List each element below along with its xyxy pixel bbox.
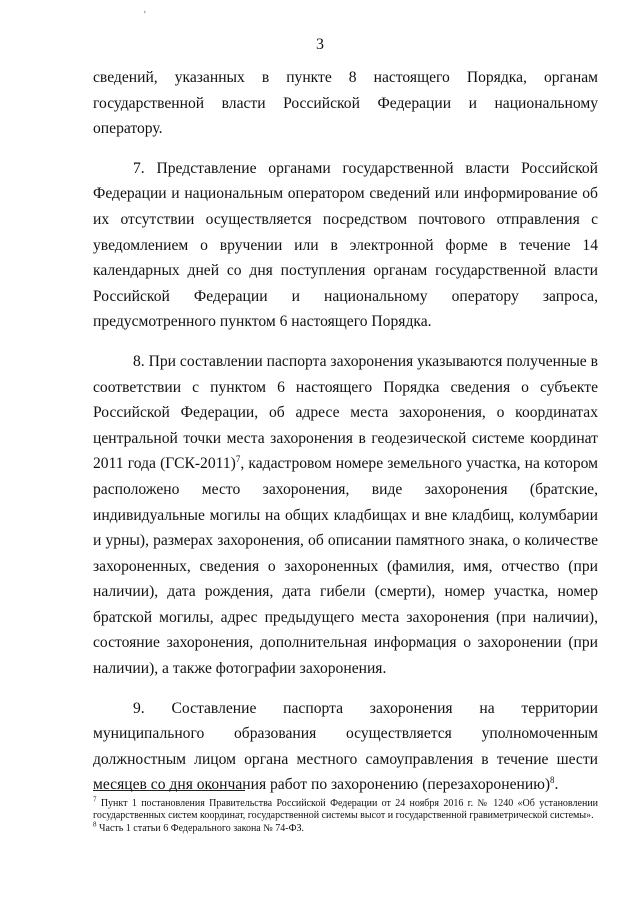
footnote-7 xyxy=(93,795,598,823)
paragraph-continuation: сведений, указанных в пункте 8 настоящего Порядка, органам государственной власти Российской Федерации и национальному оператору. xyxy=(93,69,598,138)
paragraph-8-part-a: 8. При составлении паспорта захоронения указываются полученные в соответствии с пунктом 6 настоящего Порядка сведения о субъекте Российской Федерации, об адресе места захоронения, о координатах центральной точки места захоронения в геодезической системе координат 2011 года (ГСК-2011) xyxy=(93,352,598,473)
paragraph-7: 7. Представление органами государственной власти Российской Федерации и национальным оператором сведений или информирование об их отсутствии осуществляется посредством почтового отправления с уведомлением о вручении или в электронной форме в течение 14 календарных дней со дня поступления органам государственной власти Российской Федерации и национальному оператору запроса, предусмотренного пунктом 6 настоящего Порядка. xyxy=(93,159,598,331)
paragraph-9-part-a: 9. Составление паспорта захоронения на территории муниципального образования осуществляется уполномоченным должностным лицом органа местного самоуправления в течение шести месяцев со дня окончания работ по захоронению (перезахоронению) xyxy=(93,699,598,794)
page-number: 3 xyxy=(316,36,324,53)
paragraph-8-part-b: , кадастровом номере земельного участка, на котором расположено место захоронения, виде захоронения (братские, индивидуальные могилы на общих кладбищах и вне кладбищ, колумбарии и урны), размерах захоронения, об описании памятного знака, о количестве захороненных, сведения о захороненных (фамилия, имя, отчество (при наличии), дата рождения, дата гибели (смерти), номер участка, номер братской могилы, адрес предыдущего места захоронения (при наличии), состояние захоронения, дополнительная информация о захоронении (при наличии), а также фотографии захоронения. xyxy=(93,455,599,678)
paragraph-9 xyxy=(93,696,598,798)
paragraph-9-part-b: . xyxy=(554,776,559,794)
scan-mark: ' xyxy=(144,10,146,21)
footnotes xyxy=(93,795,598,835)
paragraph-8 xyxy=(93,349,598,682)
footnote-8-marker: 8 xyxy=(93,820,97,829)
footnote-ref-8: 8 xyxy=(550,775,555,786)
footnote-8 xyxy=(93,820,598,835)
document-body xyxy=(93,65,598,812)
footnote-8-text: Часть 1 статьи 6 Федерального закона № 74-ФЗ. xyxy=(96,822,305,834)
footnote-7-marker: 7 xyxy=(93,795,97,804)
footnote-divider xyxy=(93,790,245,791)
footnote-ref-7: 7 xyxy=(235,454,241,465)
footnote-7-text: Пункт 1 постановления Правительства Российской Федерации от 24 ноября 2016 г. № 1240 «Об установлении государственных систем координат, государственной системы высот и государственной гравиметрической системы». xyxy=(93,798,598,822)
